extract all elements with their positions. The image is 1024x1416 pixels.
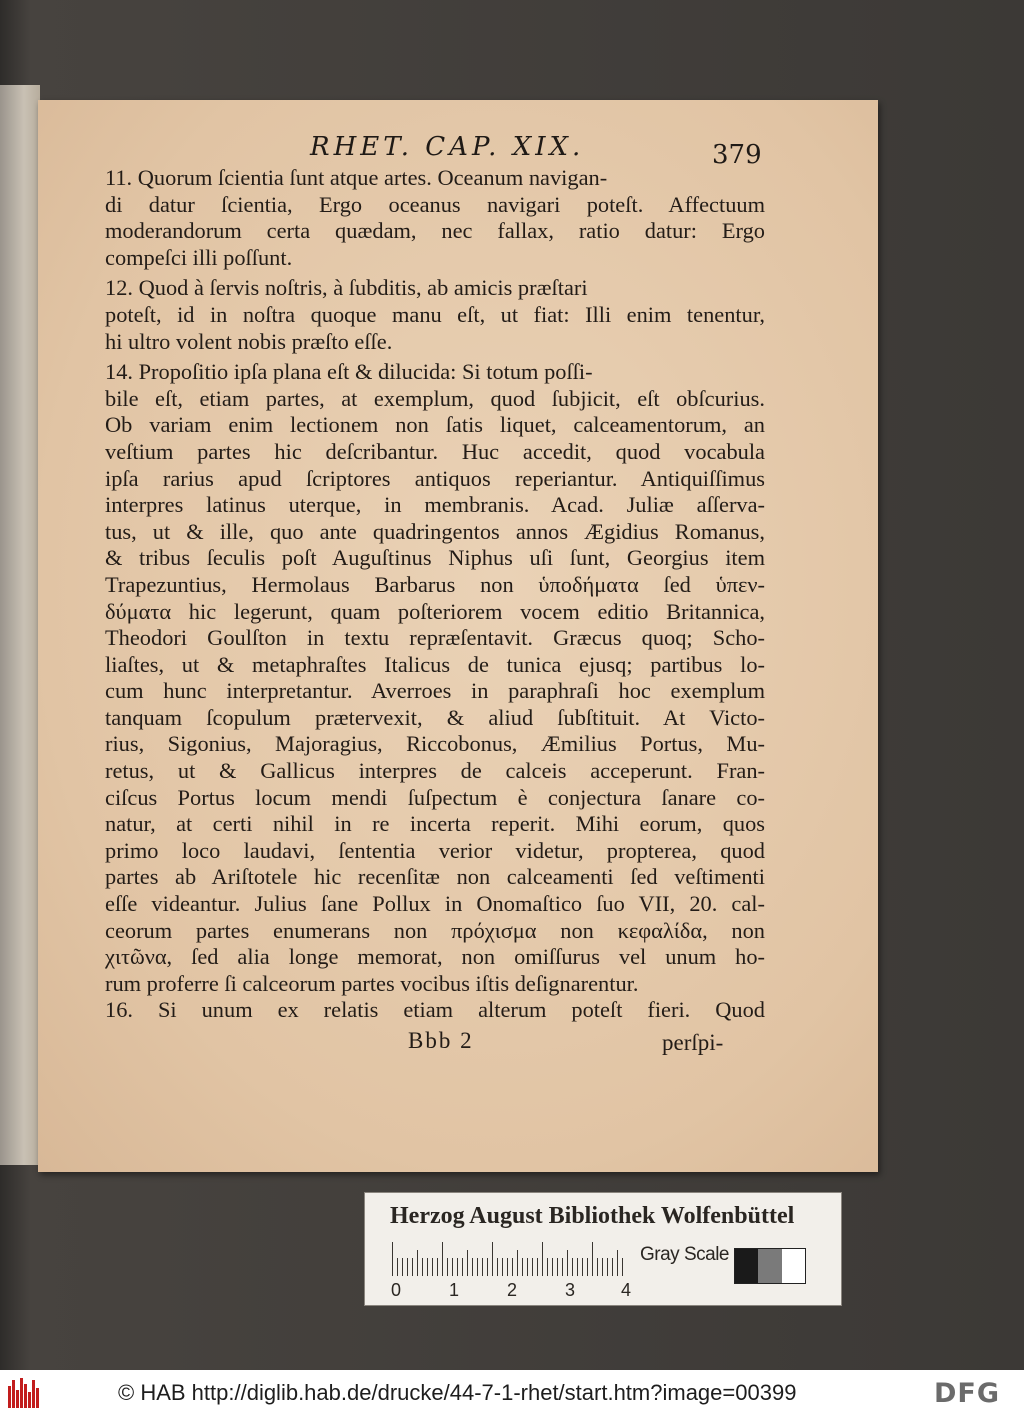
text-line: ceorum partes enumerans non πρόχισμα non κεφαλίδα, non	[105, 917, 765, 943]
ruler-tick	[622, 1258, 623, 1276]
ruler-tick	[417, 1250, 418, 1276]
library-name: Herzog August Bibliothek Wolfenbüttel	[390, 1203, 795, 1229]
copyright-link[interactable]: © HAB http://diglib.hab.de/drucke/44-7-1-rhet/start.htm?image=00399	[118, 1380, 797, 1405]
text-line: primo loco laudavi, ſententia verior videtur, propterea, quod	[105, 837, 765, 863]
text-line: 12. Quod à ſervis noſtris, à ſubditis, ab amicis præſtari	[105, 275, 588, 301]
hab-logo-icon	[8, 1378, 42, 1408]
text-line: retus, ut & Gallicus interpres de calceis acceperunt. Fran-	[105, 758, 765, 784]
ruler-tick	[452, 1258, 453, 1276]
text-line: compeſci illi poſſunt.	[105, 244, 293, 270]
ruler-tick	[607, 1258, 608, 1276]
text-line: natur, at certi nihil in re incerta reperit. Mihi eorum, quos	[105, 811, 765, 837]
ruler-number: 3	[564, 1280, 575, 1300]
ruler-tick	[397, 1258, 398, 1276]
text-line: rum proferre ſi calceorum partes vocibus iſtis deſignarentur.	[105, 970, 639, 996]
logo-bar	[12, 1380, 15, 1408]
logo-bar	[20, 1378, 23, 1408]
gray-scale-label: Gray Scale	[640, 1244, 729, 1265]
ruler-tick	[457, 1258, 458, 1276]
previous-page-edge	[0, 85, 40, 1165]
ruler-tick	[517, 1250, 518, 1276]
ruler-ticks	[392, 1242, 624, 1276]
ruler-tick	[527, 1258, 528, 1276]
ruler-tick	[507, 1258, 508, 1276]
ruler-tick	[472, 1258, 473, 1276]
text-line: Ob variam enim lectionem non ſatis liquet, calceamentorum, an	[105, 412, 765, 438]
ruler-number: 1	[448, 1280, 459, 1300]
ruler-tick	[577, 1258, 578, 1276]
logo-bar	[32, 1380, 35, 1408]
ruler-tick	[502, 1258, 503, 1276]
gray-scale-swatches	[734, 1248, 806, 1284]
text-line: interpres latinus uterque, in membranis. Acad. Juliæ aſſerva-	[105, 492, 765, 518]
ruler-tick	[467, 1250, 468, 1276]
text-line: rius, Sigonius, Majoragius, Riccobonus, Æmilius Portus, Mu-	[105, 731, 765, 757]
ruler-tick	[437, 1258, 438, 1276]
text-line: di datur ſcientia, Ergo oceanus navigari poteſt. Affectuum	[105, 191, 765, 217]
signature-mark: Bbb 2	[408, 1028, 474, 1053]
ruler-tick	[427, 1258, 428, 1276]
ruler-tick	[422, 1258, 423, 1276]
logo-bar	[24, 1384, 27, 1408]
text-line: ipſa rarius apud ſcriptores antiquos reperiantur. Antiquiſſimus	[105, 465, 765, 491]
page-body	[105, 165, 765, 1025]
ruler-tick	[477, 1258, 478, 1276]
ruler-tick	[412, 1258, 413, 1276]
text-line: moderandorum certa quædam, nec fallax, ratio datur: Ergo	[105, 218, 765, 244]
text-line: tus, ut & ille, quo ante quadringentos annos Ægidius Romanus,	[105, 518, 765, 544]
text-line: poteſt, id in noſtra quoque manu eſt, ut fiat: Illi enim tenentur,	[105, 301, 765, 327]
ruler-tick	[432, 1258, 433, 1276]
dfg-logo: DFG	[934, 1378, 1001, 1409]
ruler-tick	[572, 1258, 573, 1276]
ruler-tick	[482, 1258, 483, 1276]
ruler-tick	[562, 1258, 563, 1276]
text-line: bile eſt, etiam partes, at exemplum, quod ſubjicit, eſt obſcurius.	[105, 385, 765, 411]
ruler-tick	[602, 1258, 603, 1276]
text-line: & tribus ſeculis poſt Auguſtinus Niphus uſi ſunt, Georgius item	[105, 545, 765, 571]
text-line: tanquam ſcopulum prætervexit, & aliud ſubſtituit. At Victo-	[105, 704, 765, 730]
ruler-tick	[592, 1242, 593, 1276]
text-line: hi ultro volent nobis præſto eſſe.	[105, 328, 393, 354]
ruler-tick	[547, 1258, 548, 1276]
text-line: ciſcus Portus locum mendi ſuſpectum è conjectura ſanare co-	[105, 784, 765, 810]
logo-bar	[36, 1388, 39, 1408]
running-head: RHET. CAP. XIX.	[310, 132, 585, 162]
ruler-tick	[552, 1258, 553, 1276]
swatch-gray	[758, 1249, 781, 1283]
ruler-number: 0	[390, 1280, 401, 1300]
swatch-white	[782, 1249, 805, 1283]
ruler-tick	[497, 1258, 498, 1276]
ruler-tick	[542, 1242, 543, 1276]
text-line: Trapezuntius, Hermolaus Barbarus non ὑποδήματα ſed ὑπεν-	[105, 571, 765, 597]
ruler-tick	[587, 1258, 588, 1276]
ruler-tick	[442, 1242, 443, 1276]
ruler-tick	[512, 1258, 513, 1276]
ruler-tick	[487, 1258, 488, 1276]
text-line: Theodori Goulſton in textu repræſentavit. Græcus quoq; Scho-	[105, 625, 765, 651]
ruler-tick	[532, 1258, 533, 1276]
ruler-tick	[612, 1258, 613, 1276]
swatch-black	[735, 1249, 758, 1283]
logo-bar	[16, 1390, 19, 1408]
catchword: perſpi-	[662, 1030, 724, 1055]
ruler-tick	[557, 1258, 558, 1276]
text-line: liaſtes, ut & metaphraſtes Italicus de tunica ejusq; partibus lo-	[105, 651, 765, 677]
text-line: 16. Si unum ex relatis etiam alterum poteſt fieri. Quod	[105, 997, 765, 1023]
ruler-tick	[392, 1242, 393, 1276]
ruler-tick	[597, 1258, 598, 1276]
logo-bar	[8, 1386, 11, 1408]
page-number: 379	[712, 140, 762, 170]
ruler-tick	[447, 1258, 448, 1276]
text-line: 14. Propoſitio ipſa plana eſt & dilucida: Si totum poſſi-	[105, 359, 593, 385]
ruler-tick	[537, 1258, 538, 1276]
ruler-tick	[582, 1258, 583, 1276]
text-line: partes ab Ariſtotele hic recenſitæ non calceamenti ſed veſtimenti	[105, 864, 765, 890]
ruler-number: 2	[506, 1280, 517, 1300]
ruler-tick	[462, 1258, 463, 1276]
logo-bar	[28, 1392, 31, 1408]
ruler-tick	[617, 1250, 618, 1276]
ruler-tick	[402, 1258, 403, 1276]
text-line: δύματα hic legerunt, quam poſteriorem vocem editio Britannica,	[105, 598, 765, 624]
text-line: χιτῶνα, ſed alia longe memorat, non omiſſurus vel unum ho-	[105, 944, 765, 970]
text-line: eſſe videantur. Julius ſane Pollux in Onomaſtico ſuo VII, 20. cal-	[105, 891, 765, 917]
ruler-tick	[567, 1250, 568, 1276]
ruler-tick	[522, 1258, 523, 1276]
text-line: veſtium partes hic deſcribantur. Huc accedit, quod vocabula	[105, 438, 765, 464]
ruler-tick	[492, 1242, 493, 1276]
text-line: cum hunc interpretantur. Averroes in paraphraſi hoc exemplum	[105, 678, 765, 704]
ruler-tick	[407, 1258, 408, 1276]
ruler-number: 4	[620, 1280, 631, 1300]
text-line: 11. Quorum ſcientia ſunt atque artes. Oceanum navigan-	[105, 165, 608, 190]
